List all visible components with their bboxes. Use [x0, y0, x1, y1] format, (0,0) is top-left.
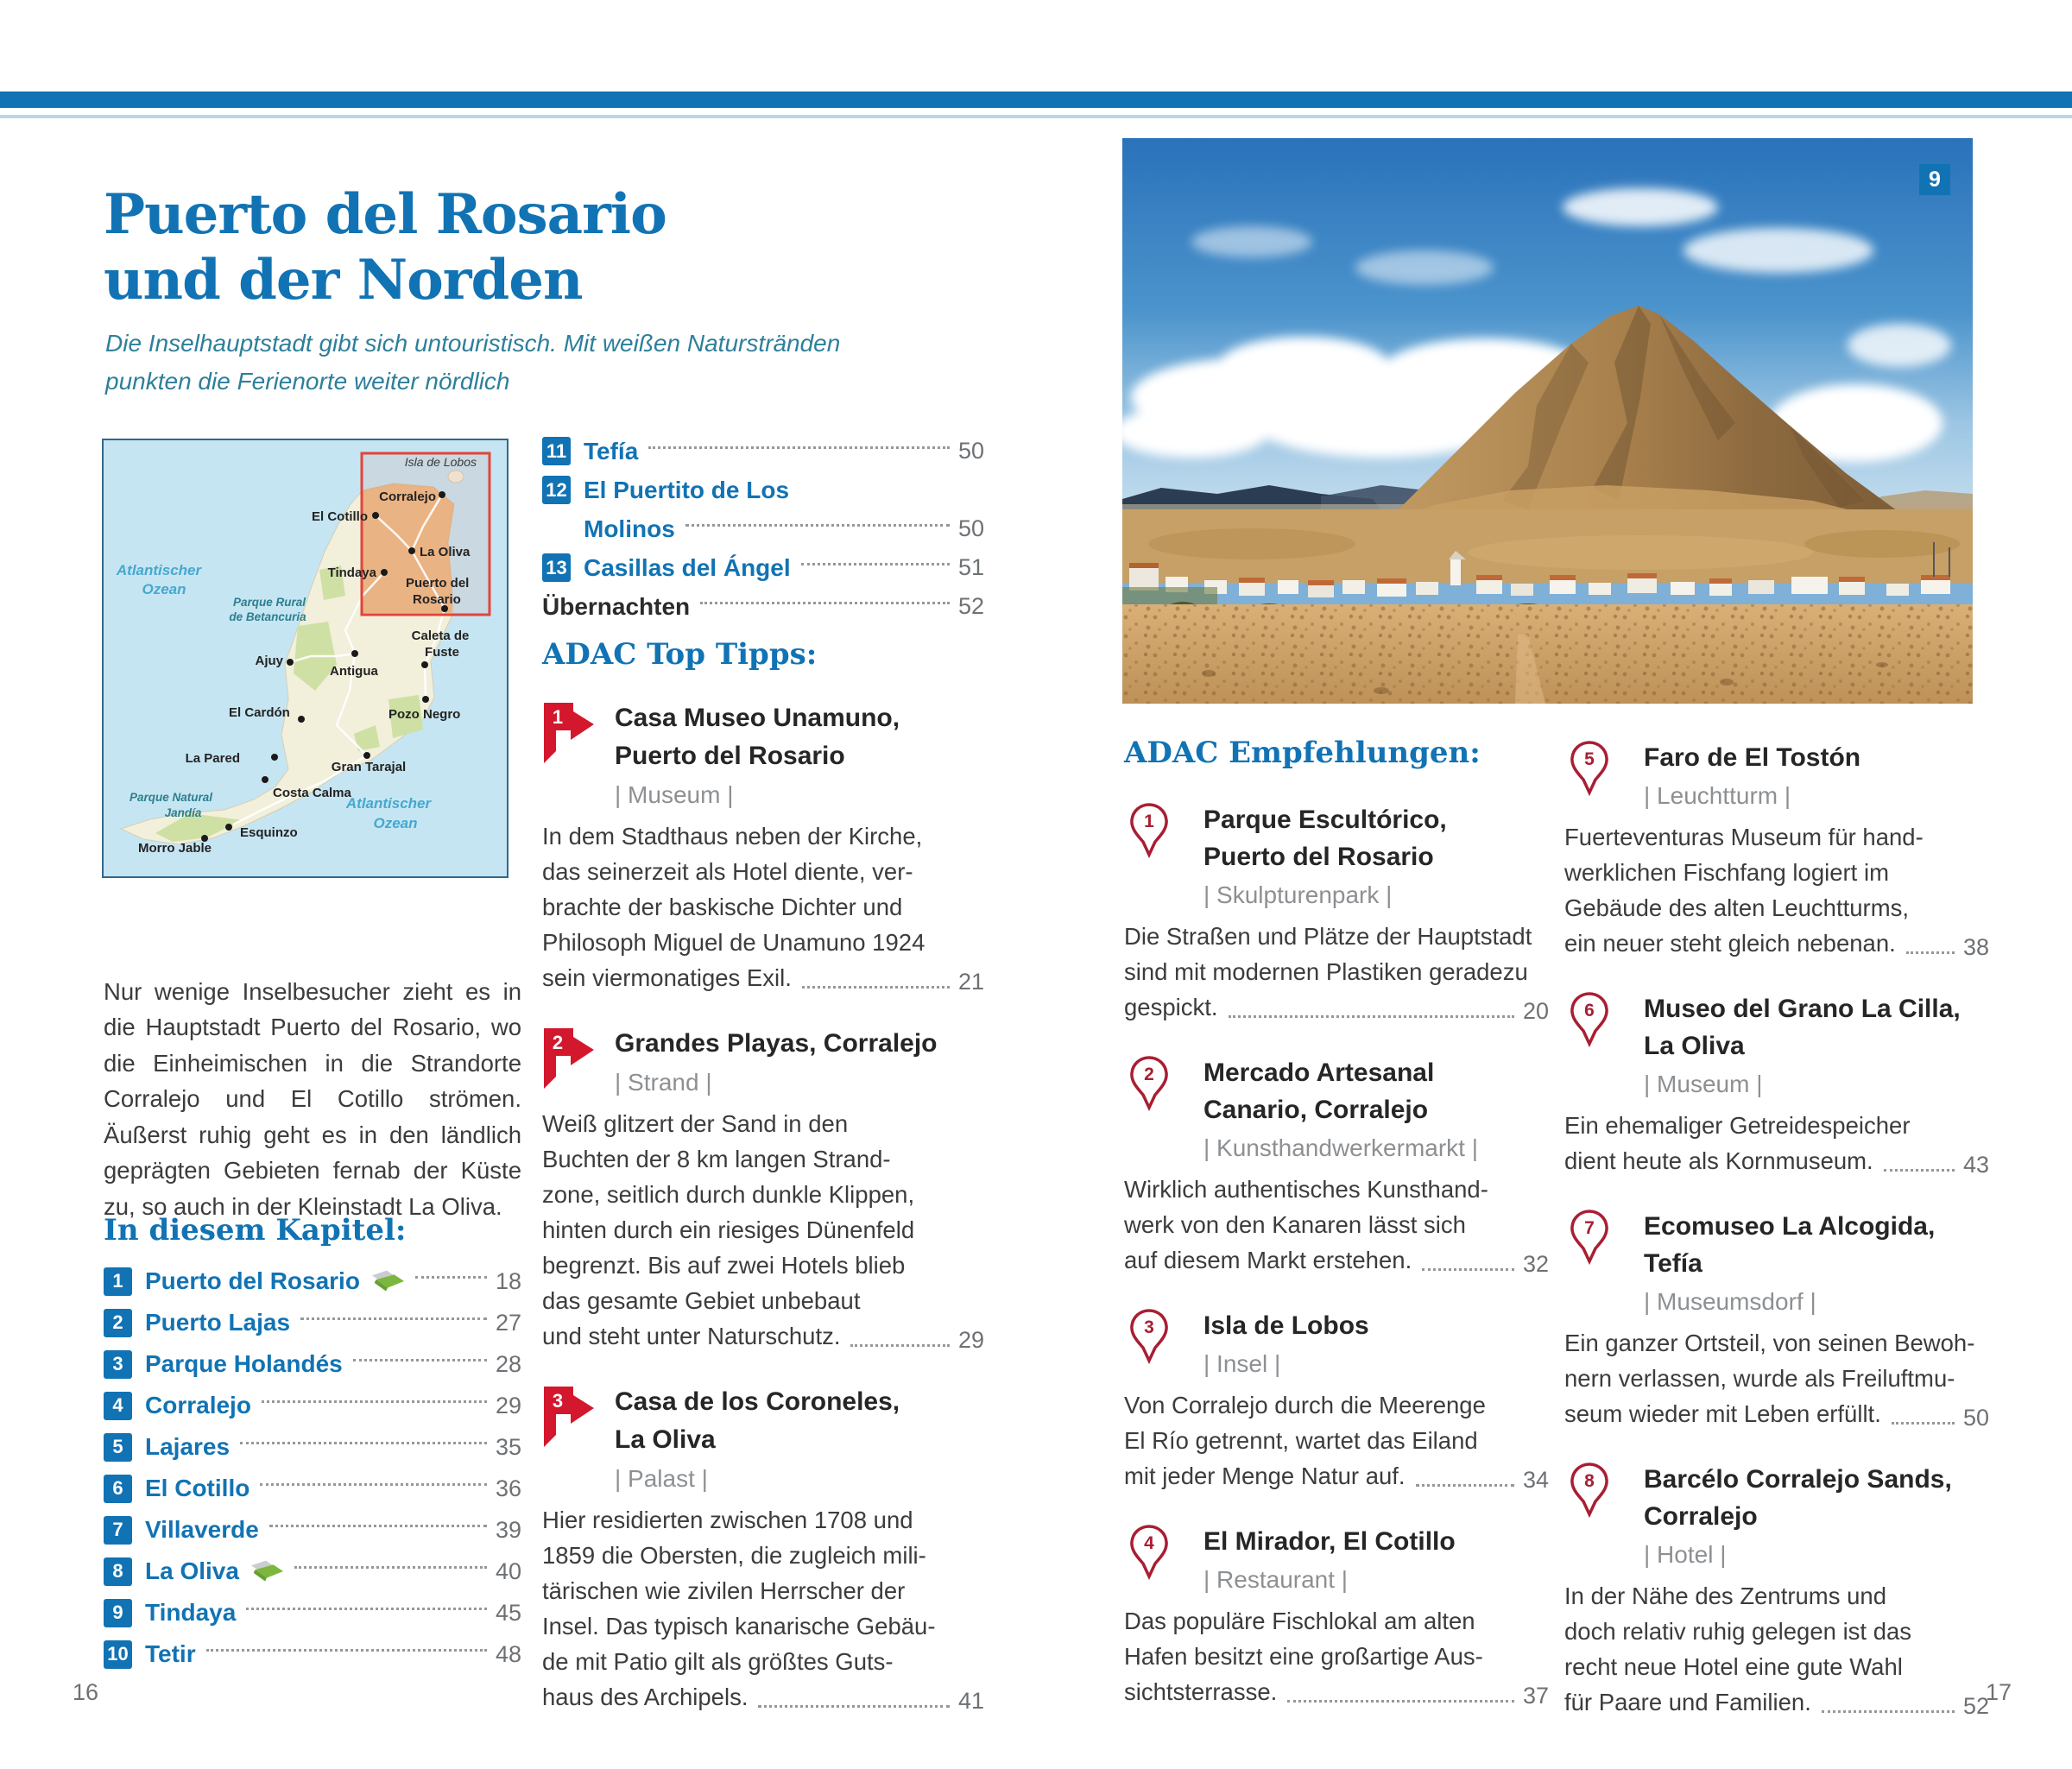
chapter-item — [104, 1260, 521, 1302]
map-label: La Oliva — [420, 545, 471, 559]
top-tipp-description-line: tärischen wie zivilen Herrscher der — [542, 1577, 906, 1604]
chapter-item — [104, 1385, 521, 1426]
empfehlung-description-lastline — [1124, 1458, 1549, 1494]
empfehlung-head — [1644, 1208, 1989, 1320]
chapter-item-label: Übernachten — [542, 592, 691, 620]
empfehlung-description-line: dient heute als Kornmuseum. — [1564, 1147, 1873, 1174]
map-label: Parque Rural — [232, 596, 306, 609]
empfehlung-number: 6 — [1584, 1001, 1595, 1020]
chapter-item-label: Parque Holandés — [145, 1350, 343, 1377]
map-label: Costa Calma — [273, 786, 351, 800]
empfehlung-category: | Restaurant | — [1203, 1566, 1349, 1593]
empfehlung-description-line: gespickt. — [1124, 994, 1218, 1020]
top-tipp-title: Casa Museo Unamuno, Puerto del Rosario — [615, 704, 900, 770]
dotted-leader — [1892, 1422, 1955, 1425]
chapter-item-continuation — [542, 509, 984, 548]
empfehlung-number: 3 — [1144, 1317, 1154, 1337]
top-tipp-description-line: In dem Stadthaus neben der Kirche, — [542, 823, 923, 850]
empfehlung-page: 50 — [1962, 1405, 1989, 1431]
empfehlung-description-lastline — [1564, 1684, 1989, 1720]
empfehlung-item — [1564, 1461, 1989, 1720]
dotted-leader — [1822, 1710, 1955, 1713]
map-label: La Pared — [185, 751, 240, 766]
empfehlung-category: | Kunsthandwerkermarkt | — [1203, 1134, 1479, 1161]
chapter-item — [104, 1302, 521, 1343]
chapter-item-page: 48 — [495, 1640, 521, 1667]
chapter-item-label: Molinos — [584, 515, 675, 542]
dotted-leader — [758, 1705, 949, 1708]
empfehlung-description-line: Von Corralejo durch die Meerenge — [1124, 1392, 1486, 1418]
empfehlung-head — [1203, 801, 1549, 913]
empfehlung-page: 52 — [1962, 1693, 1989, 1719]
dotted-leader — [1906, 951, 1955, 954]
empfehlung-page: 37 — [1522, 1683, 1549, 1709]
empfehlung-head — [1644, 990, 1989, 1102]
chapter-item-label: Tindaya — [145, 1599, 237, 1626]
empfehlung-head — [1203, 1054, 1549, 1166]
chapter-number-badge: 1 — [104, 1267, 132, 1296]
empfehlung-description-line: doch relativ ruhig gelegen ist das — [1564, 1618, 1912, 1645]
chapter-number-badge: 10 — [104, 1640, 132, 1669]
empfehlung-category: | Museumsdorf | — [1644, 1288, 1816, 1315]
chapter-number-badge: 11 — [542, 437, 571, 465]
chapter-item-page: 51 — [957, 554, 984, 580]
top-tipp-number: 2 — [552, 1032, 564, 1053]
chapter-number-badge: 5 — [104, 1433, 132, 1462]
chapter-item — [104, 1551, 521, 1592]
empfehlung-description-line: werk von den Kanaren lässt sich — [1124, 1211, 1466, 1238]
empfehlung-description-line: El Río getrennt, wartet das Eiland — [1124, 1427, 1478, 1454]
map-label: Corralejo — [379, 490, 436, 504]
empfehlung-title: Ecomuseo La Alcogida, Tefía — [1644, 1212, 1936, 1278]
tip-arrow-icon-wrap — [542, 701, 596, 770]
empfehlung-description-line: Ein ganzer Ortsteil, von seinen Bewoh- — [1564, 1330, 1975, 1356]
empfehlung-description-line: werklichen Fischfang logiert im — [1564, 859, 1889, 886]
chapter-number-badge: 12 — [542, 476, 571, 504]
chapter-item-page: 36 — [495, 1475, 521, 1501]
chapter-item — [542, 587, 984, 626]
map-city-dot — [439, 491, 445, 498]
empfehlung-page: 32 — [1522, 1251, 1549, 1277]
top-tipp-head — [615, 1025, 984, 1101]
empfehlung-head — [1644, 1461, 1989, 1573]
top-tipp-description-lastline — [542, 1679, 984, 1715]
map-city-dot — [372, 512, 379, 519]
empfehlung-item — [1564, 739, 1989, 961]
chapter-number-badge: 8 — [104, 1557, 132, 1586]
empfehlung-title: Parque Escultórico, Puerto del Rosario — [1203, 806, 1447, 871]
chapter-item-page: 40 — [495, 1557, 521, 1584]
top-tipp-head — [615, 1383, 984, 1497]
map-city-dot — [408, 547, 415, 554]
empfehlung-page: 20 — [1522, 998, 1549, 1024]
empfehlung-number: 7 — [1584, 1218, 1595, 1238]
island-map — [102, 439, 509, 878]
empfehlung-description-line: ein neuer steht gleich nebenan. — [1564, 930, 1896, 957]
empfehlung-description-line: Das populäre Fischlokal am alten — [1124, 1608, 1475, 1634]
empfehlung-item — [1564, 1208, 1989, 1431]
chapter-heading: In diesem Kapitel: — [104, 1213, 407, 1248]
chapter-item-label: El Cotillo — [145, 1475, 250, 1501]
empfehlung-item — [1124, 1054, 1549, 1278]
dotted-leader — [1416, 1484, 1514, 1487]
map-label: Caleta de — [411, 629, 470, 643]
map-icon — [369, 1268, 405, 1294]
chapter-number-badge: 4 — [104, 1392, 132, 1420]
top-tipp-description-line: Philosoph Miguel de Unamuno 1924 — [542, 929, 925, 956]
chapter-item — [542, 471, 984, 509]
chapter-item-page: 27 — [495, 1309, 521, 1336]
dotted-leader — [850, 1344, 949, 1347]
empfehlung-page: 43 — [1962, 1152, 1989, 1178]
map-city-dot — [262, 776, 268, 783]
map-icon — [248, 1558, 284, 1584]
chapter-item-page: 28 — [495, 1350, 521, 1377]
dotted-leader — [260, 1483, 487, 1486]
chapter-item — [104, 1343, 521, 1385]
chapter-item-label: La Oliva — [145, 1557, 239, 1584]
map-label: Rosario — [413, 592, 461, 607]
chapter-item-page: 50 — [957, 515, 984, 541]
dotted-leader — [294, 1566, 487, 1569]
map-label: Atlantischer — [345, 795, 432, 812]
top-tipp-description-lastline — [542, 1318, 984, 1354]
top-tipp-description-line: hinten durch ein riesiges Dünenfeld — [542, 1216, 915, 1243]
pin-icon-wrap — [1129, 1309, 1169, 1364]
chapter-item-page: 50 — [957, 438, 984, 464]
top-tipp-number: 3 — [552, 1390, 564, 1412]
dotted-leader — [700, 602, 950, 604]
empfehlung-item — [1124, 801, 1549, 1025]
chapter-item-page: 29 — [495, 1392, 521, 1418]
chapter-item-label: Corralejo — [145, 1392, 251, 1418]
map-label: Fuste — [424, 645, 460, 660]
top-tipp-item — [542, 699, 984, 995]
map-label: Ajuy — [255, 654, 283, 668]
top-tipp-description-line: Weiß glitzert der Sand in den — [542, 1110, 849, 1137]
pin-icon-wrap — [1129, 1056, 1169, 1111]
map-label: Tindaya — [327, 565, 376, 580]
map-city-dot — [298, 716, 305, 723]
map-city-dot — [421, 661, 428, 668]
empfehlung-description-line: mit jeder Menge Natur auf. — [1124, 1463, 1406, 1489]
dotted-leader — [240, 1442, 487, 1444]
chapter-number-badge: 6 — [104, 1475, 132, 1503]
map-label: de Betancuria — [229, 610, 306, 623]
empfehlung-description-lastline — [1124, 1242, 1549, 1278]
dotted-leader — [1884, 1169, 1955, 1172]
map-label: Ozean — [373, 815, 418, 831]
empfehlung-head — [1644, 739, 1989, 814]
tip-arrow-icon-wrap — [542, 1385, 596, 1454]
empfehlung-description-line: Wirklich authentisches Kunsthand- — [1124, 1176, 1488, 1203]
empfehlung-description-lastline — [1124, 1674, 1549, 1709]
map-city-dot — [287, 659, 294, 666]
map-icon-wrap — [248, 1558, 284, 1584]
empfehlung-description-line: Ein ehemaliger Getreidespeicher — [1564, 1112, 1911, 1139]
empfehlung-number: 4 — [1144, 1533, 1154, 1553]
top-tipp-item — [542, 1383, 984, 1715]
page-title: Puerto del Rosario und der Norden — [104, 181, 666, 313]
intro-paragraph: Nur wenige Inselbesucher zieht es in die Hauptstadt Puerto del Rosario, wo die Einheimischen in die Strandorte Corralejo und El Cotillo strömen. Äußerst ruhig geht es in den ländlich geprägten Gebieten fernab der Küste zu, so auch in der Kleinstadt La Oliva. — [104, 977, 521, 1220]
empfehlung-description-line: auf diesem Markt erstehen. — [1124, 1247, 1412, 1273]
page-number-left: 16 — [73, 1679, 99, 1705]
map-label: Jandía — [164, 806, 202, 819]
empfehlung-title: Faro de El Tostón — [1644, 743, 1861, 772]
page-subtitle: Die Inselhauptstadt gibt sich untouristisch. Mit weißen Naturstränden punkten die Ferienorte weiter nördlich — [105, 330, 841, 395]
dotted-leader — [353, 1359, 487, 1361]
top-tipp-description-line: 1859 die Obersten, die zugleich mili- — [542, 1542, 926, 1569]
empfehlung-description-line: recht neue Hotel eine gute Wahl — [1564, 1653, 1903, 1680]
empfehlung-category: | Skulpturenpark | — [1203, 881, 1393, 908]
map-label: Gran Tarajal — [331, 760, 407, 774]
top-accent-thin-line — [0, 115, 2072, 118]
dotted-leader — [648, 446, 950, 449]
map-city-dot — [271, 754, 278, 761]
empfehlung-number: 8 — [1584, 1471, 1595, 1491]
chapter-item-label: Puerto Lajas — [145, 1309, 291, 1336]
chapter-item-page: 45 — [495, 1599, 521, 1626]
chapter-item — [542, 432, 984, 471]
empfehlung-description-line: In der Nähe des Zentrums und — [1564, 1583, 1886, 1609]
top-tipp-category: | Palast | — [615, 1465, 708, 1492]
empfehlung-number: 1 — [1144, 812, 1154, 831]
chapter-item-label: Tefía — [584, 437, 639, 464]
dotted-leader — [246, 1608, 487, 1610]
chapter-item — [104, 1592, 521, 1633]
top-tipp-category: | Museum | — [615, 781, 734, 808]
chapter-list-continued — [542, 432, 984, 626]
empfehlung-description-line: Die Straßen und Plätze der Hauptstadt — [1124, 923, 1532, 950]
top-tipp-title: Grandes Playas, Corralejo — [615, 1029, 938, 1058]
chapter-number-badge: 13 — [542, 553, 571, 582]
chapter-item-label: El Puertito de Los — [584, 476, 790, 503]
pin-icon-wrap — [1570, 1210, 1609, 1265]
top-tipp-page: 21 — [957, 969, 984, 995]
top-tipp-category: | Strand | — [615, 1069, 712, 1096]
top-tipp-description-line: Insel. Das typisch kanarische Gebäu- — [542, 1613, 936, 1639]
top-tipp-description-line: das gesamte Gebiet unbebaut — [542, 1287, 861, 1314]
top-tipp-description-line: Buchten der 8 km langen Strand- — [542, 1146, 891, 1172]
dotted-leader — [802, 986, 950, 989]
empfehlung-description-lastline — [1564, 1396, 1989, 1431]
tip-arrow-icon-wrap — [542, 1027, 596, 1096]
pin-icon-wrap — [1129, 1525, 1169, 1580]
chapter-number-badge: 3 — [104, 1350, 132, 1379]
map-city-dot — [363, 752, 370, 759]
chapter-item-page: 35 — [495, 1433, 521, 1460]
dotted-leader — [685, 524, 950, 527]
empfehlung-page: 38 — [1962, 934, 1989, 960]
landscape-photo-graphic — [1122, 138, 1973, 704]
dotted-leader — [300, 1317, 487, 1320]
empfehlung-head — [1203, 1307, 1549, 1382]
dotted-leader — [1287, 1700, 1514, 1703]
page-number-right: 17 — [1986, 1679, 2012, 1705]
photo-number-badge: 9 — [1919, 164, 1950, 195]
empfehlung-title: Museo del Grano La Cilla, La Oliva — [1644, 995, 1961, 1060]
empfehlung-description-line: für Paare und Familien. — [1564, 1689, 1811, 1715]
top-tipp-description-line: de mit Patio gilt als größtes Guts- — [542, 1648, 894, 1675]
map-label: Esquinzo — [240, 825, 298, 840]
island-map-graphic — [104, 440, 507, 876]
top-tipp-description-line: Hier residierten zwischen 1708 und — [542, 1507, 913, 1533]
top-tipp-page: 41 — [957, 1688, 984, 1714]
empfehlung-description-line: nern verlassen, wurde als Freiluftmu- — [1564, 1365, 1955, 1392]
empfehlung-title: Mercado Artesanal Canario, Corralejo — [1203, 1058, 1435, 1124]
empfehlung-title: Isla de Lobos — [1203, 1311, 1369, 1340]
map-city-dot — [422, 696, 429, 703]
pin-icon-wrap — [1570, 992, 1609, 1047]
empfehlung-description-line: Hafen besitzt eine großartige Aus- — [1124, 1643, 1483, 1670]
empfehlung-description-line: sichtsterrasse. — [1124, 1678, 1278, 1705]
chapter-item-page: 52 — [957, 593, 984, 619]
map-label: Ozean — [142, 581, 186, 597]
pin-icon-wrap — [1570, 1463, 1609, 1518]
map-label: Atlantischer — [116, 562, 202, 578]
map-city-dot — [225, 824, 232, 831]
empfehlung-description-lastline — [1564, 1143, 1989, 1178]
chapter-item — [104, 1633, 521, 1675]
chapter-item-page: 18 — [495, 1267, 521, 1294]
top-tipp-title: Casa de los Coroneles, La Oliva — [615, 1387, 900, 1454]
map-label: El Cardón — [229, 705, 290, 720]
chapter-list — [104, 1260, 521, 1675]
dotted-leader — [1422, 1268, 1514, 1271]
empfehlung-item — [1564, 990, 1989, 1178]
dotted-leader — [801, 563, 950, 565]
empfehlung-title: El Mirador, El Cotillo — [1203, 1527, 1456, 1556]
empfehlung-category: | Leuchtturm | — [1644, 782, 1791, 809]
dotted-leader — [262, 1400, 487, 1403]
top-tipp-description-line: begrenzt. Bis auf zwei Hotels blieb — [542, 1252, 906, 1279]
map-label: Antigua — [330, 664, 378, 679]
dotted-leader — [1229, 1015, 1514, 1018]
empfehlung-description-lastline — [1124, 989, 1549, 1025]
chapter-item-label: Lajares — [145, 1433, 231, 1460]
map-city-dot — [381, 569, 388, 576]
map-label: El Cotillo — [312, 509, 368, 524]
top-tipp-page: 29 — [957, 1327, 984, 1353]
dotted-leader — [206, 1649, 487, 1652]
chapter-item-page: 39 — [495, 1516, 521, 1543]
top-tipp-description-line: zone, seitlich durch dunkle Klippen, — [542, 1181, 915, 1208]
top-tipp-description-lastline — [542, 960, 984, 995]
empfehlungen-column-left — [1124, 801, 1549, 1739]
top-tipp-description-line: haus des Archipels. — [542, 1684, 749, 1710]
chapter-item — [104, 1468, 521, 1509]
chapter-number-badge: 2 — [104, 1309, 132, 1337]
top-tipp-description-line: und steht unter Naturschutz. — [542, 1323, 841, 1349]
chapter-item — [104, 1509, 521, 1551]
empfehlungen-heading: ADAC Empfehlungen: — [1124, 736, 1481, 770]
top-tipp-head — [615, 699, 984, 813]
empfehlung-item — [1124, 1523, 1549, 1709]
dotted-leader — [415, 1276, 487, 1279]
empfehlung-category: | Insel | — [1203, 1350, 1281, 1377]
empfehlung-category: | Hotel | — [1644, 1541, 1727, 1568]
chapter-number-badge: 9 — [104, 1599, 132, 1627]
empfehlung-number: 5 — [1584, 749, 1595, 769]
map-icon-wrap — [369, 1268, 405, 1294]
top-tipp-description-line: brachte der baskische Dichter und — [542, 894, 903, 920]
empfehlung-description-lastline — [1564, 926, 1989, 961]
top-accent-bar — [0, 92, 2072, 108]
empfehlung-page: 34 — [1522, 1467, 1549, 1493]
empfehlung-head — [1203, 1523, 1549, 1598]
map-label: Puerto del — [406, 576, 470, 591]
chapter-item-label: Casillas del Ángel — [584, 553, 791, 581]
chapter-item — [104, 1426, 521, 1468]
map-label: Morro Jable — [138, 841, 212, 856]
map-label: Isla de Lobos — [404, 455, 477, 469]
top-tipps-heading: ADAC Top Tipps: — [542, 637, 818, 672]
chapter-item — [542, 548, 984, 587]
chapter-number-badge: 7 — [104, 1516, 132, 1545]
empfehlung-description-line: sind mit modernen Plastiken geradezu — [1124, 958, 1528, 985]
chapter-item-label: Tetir — [145, 1640, 196, 1667]
top-tipps-list — [542, 699, 984, 1744]
top-tipp-description-line: das seinerzeit als Hotel diente, ver- — [542, 858, 913, 885]
pin-icon-wrap — [1129, 803, 1169, 858]
map-label: Pozo Negro — [388, 707, 461, 722]
chapter-item-label: Puerto del Rosario — [145, 1267, 360, 1294]
empfehlung-title: Barcélo Corralejo Sands, Corralejo — [1644, 1465, 1952, 1531]
empfehlung-description-line: Fuerteventuras Museum für hand- — [1564, 824, 1924, 850]
pin-icon-wrap — [1570, 741, 1609, 796]
empfehlungen-column-right — [1564, 739, 1989, 1749]
top-tipp-item — [542, 1025, 984, 1354]
chapter-item-label: Villaverde — [145, 1516, 259, 1543]
top-tipp-description-line: sein viermonatiges Exil. — [542, 964, 792, 991]
map-city-dot — [351, 650, 358, 657]
top-tipp-number: 1 — [552, 706, 564, 728]
empfehlung-description-line: Gebäude des alten Leuchtturms, — [1564, 894, 1910, 921]
landscape-photo — [1122, 138, 1973, 704]
empfehlung-category: | Museum | — [1644, 1071, 1763, 1097]
map-label: Parque Natural — [129, 791, 213, 804]
empfehlung-item — [1124, 1307, 1549, 1494]
empfehlung-description-line: seum wieder mit Leben erfüllt. — [1564, 1400, 1881, 1427]
dotted-leader — [269, 1525, 487, 1527]
empfehlung-number: 2 — [1144, 1065, 1154, 1084]
